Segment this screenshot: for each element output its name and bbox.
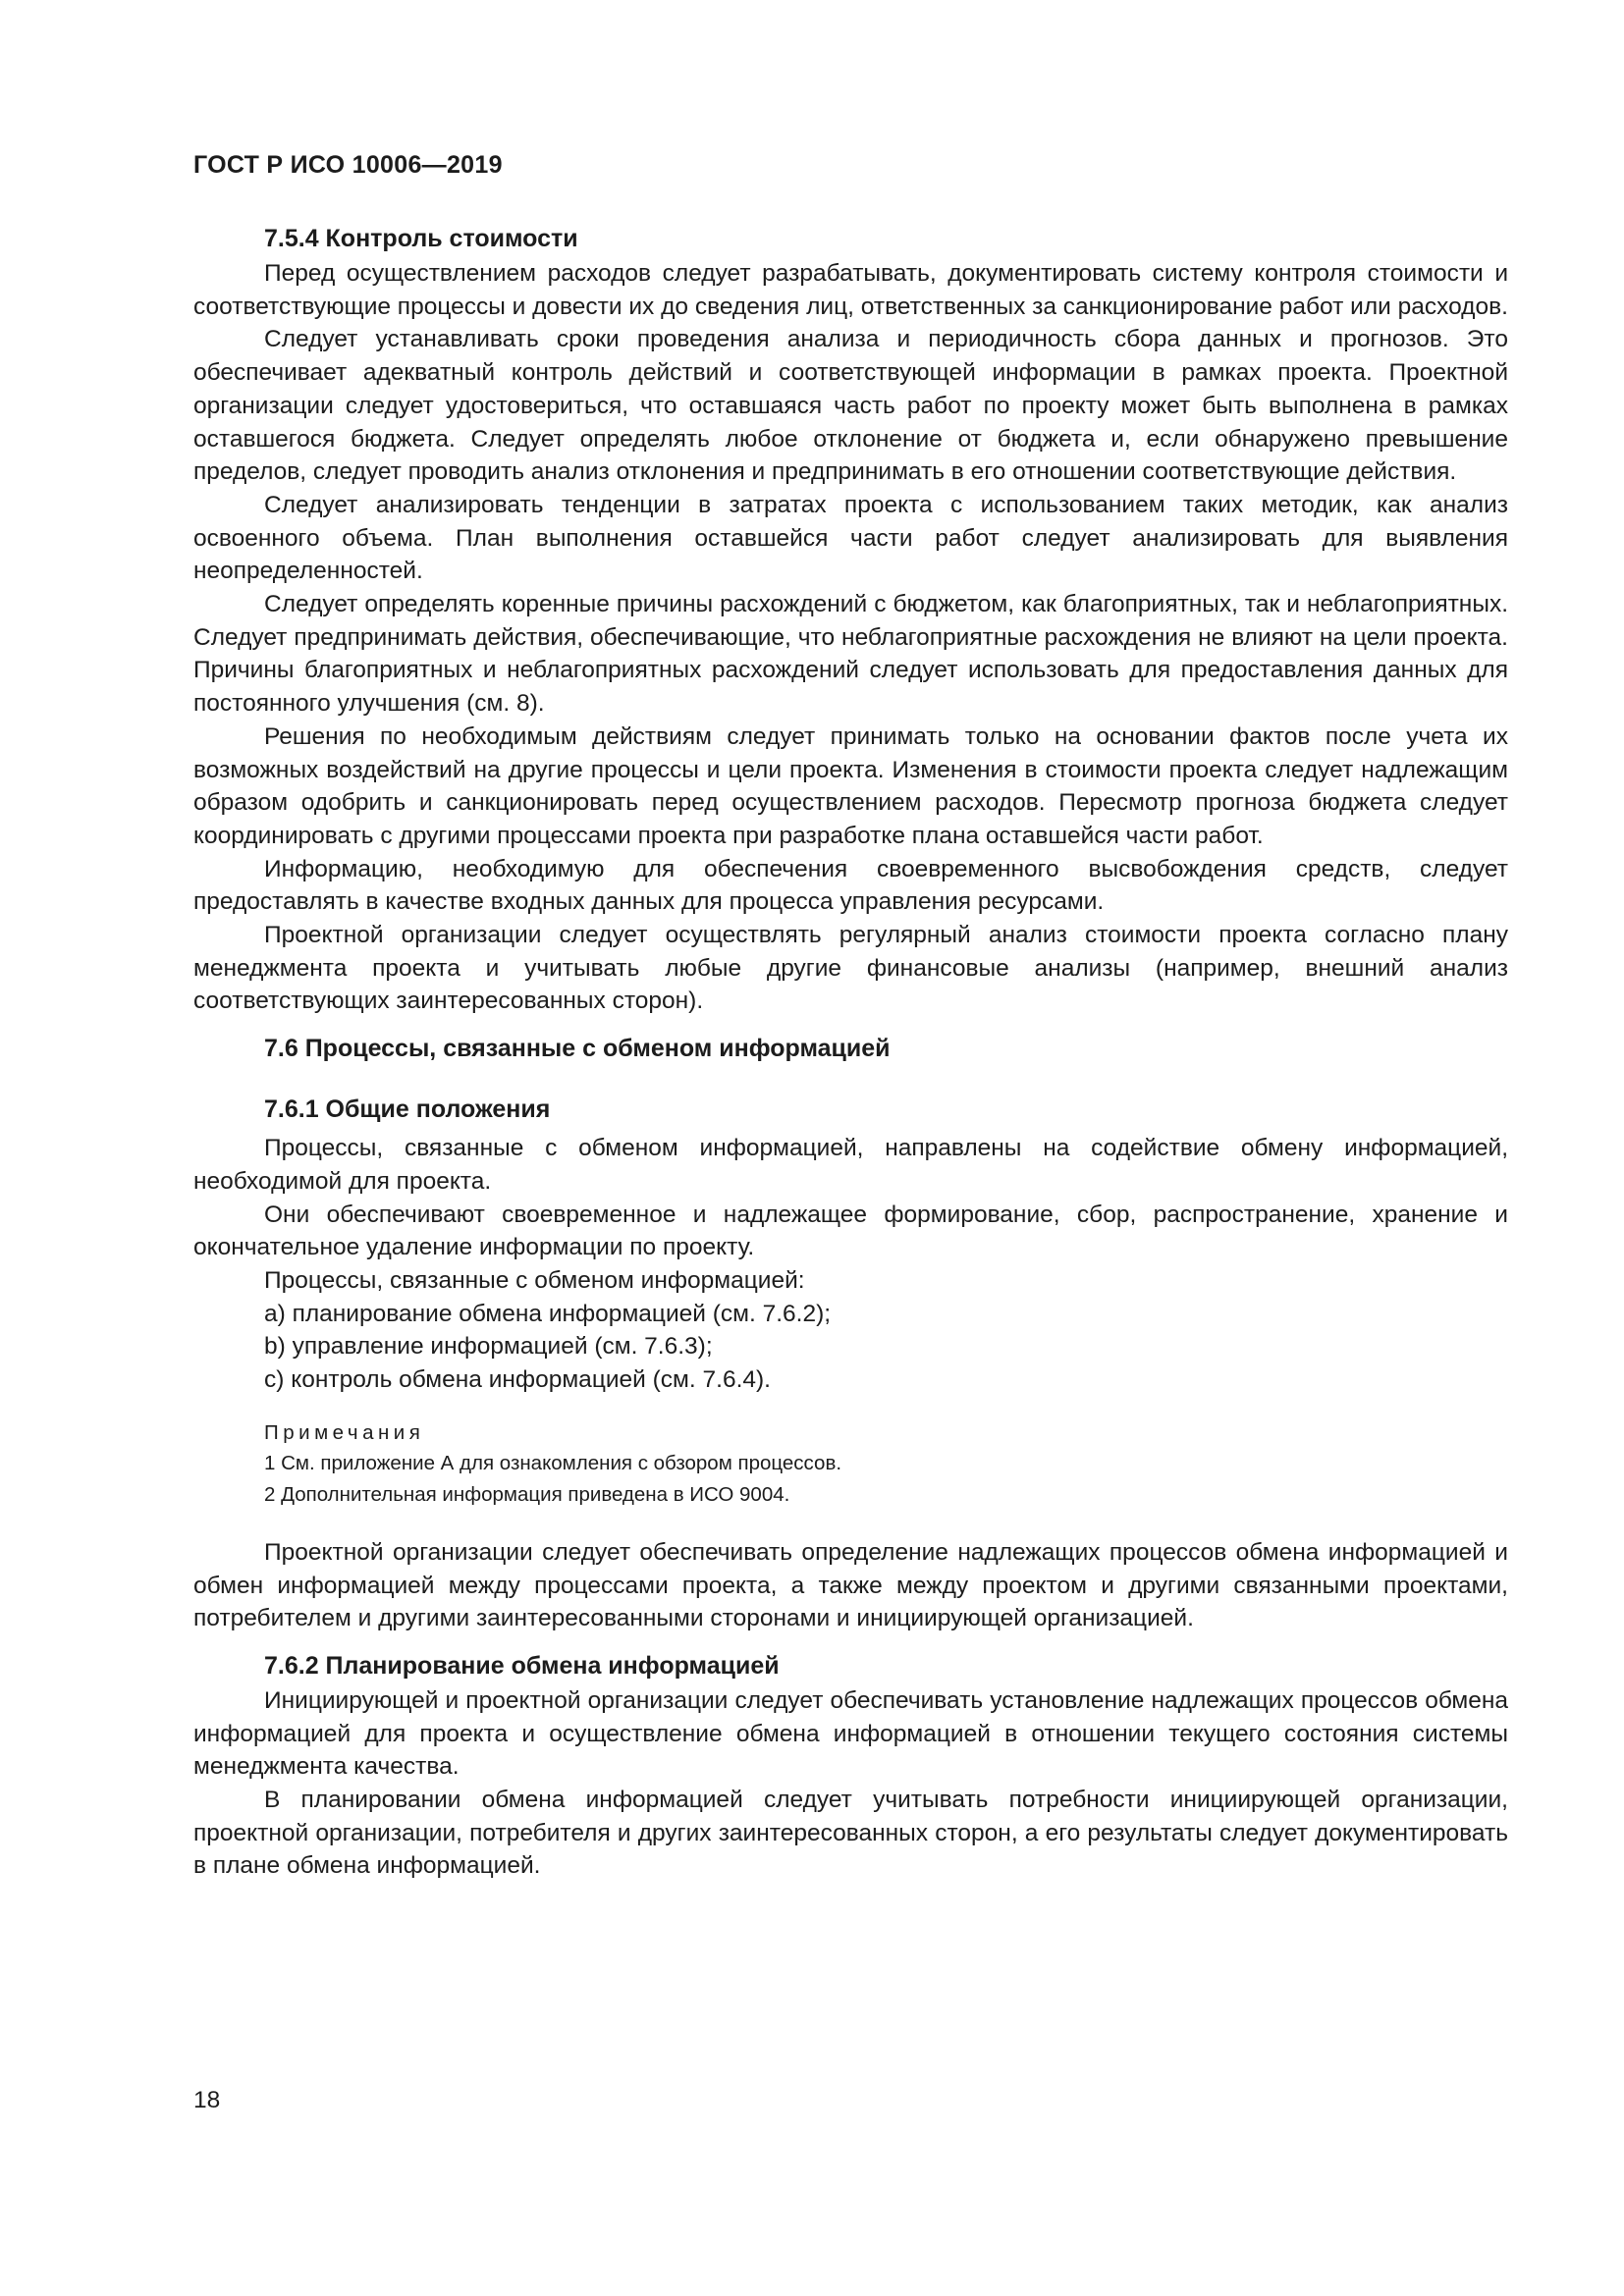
paragraph: Следует определять коренные причины расхождений с бюджетом, как благоприятных, так и неблагоприятных. Следует предпринимать действия, обеспечивающие, что неблагоприятные расхождения не влияют на цели проекта. Причины благоприятных и неблагоприятных расхождений следует использовать для предоставления данных для постоянного улучшения (см. 8). [193,591,1508,718]
paragraph: Перед осуществлением расходов следует разрабатывать, документировать систему контроля стоимости и соответствующие процессы и довести их до сведения лиц, ответственных за санкционирование работ или расходов. [193,260,1508,320]
note-item: 1 См. приложение А для ознакомления с обзором процессов. [264,1451,842,1474]
paragraph: Процессы, связанные с обменом информацией: [264,1266,805,1294]
list-item: b) управление информацией (см. 7.6.3); [264,1333,713,1361]
paragraph: Проектной организации следует обеспечивать определение надлежащих процессов обмена информацией и обмен информацией между процессами проекта, а также между проектом и другими связанными проектами, потребителем и другими заинтересованными сторонами и инициирующей организацией. [193,1538,1508,1632]
paragraph: Процессы, связанные с обменом информацией, направлены на содействие обмену информацией, необходимой для проекта. [193,1135,1508,1195]
section-heading-7-5-4: 7.5.4 Контроль стоимости [264,225,578,252]
list-item: a) планирование обмена информацией (см. 7.6.2); [264,1300,832,1327]
paragraph: Проектной организации следует осуществлять регулярный анализ стоимости проекта согласно плану менеджмента проекта и учитывать любые другие финансовые анализы (например, внешний анализ соответствующих заинтересованных сторон). [193,922,1508,1015]
paragraph: Они обеспечивают своевременное и надлежащее формирование, сбор, распространение, хранение и окончательное удаление информации по проекту. [193,1201,1508,1261]
note-item: 2 Дополнительная информация приведена в ИСО 9004. [264,1482,790,1506]
notes-caption: Примечания [264,1420,425,1444]
list-item: c) контроль обмена информацией (см. 7.6.4). [264,1366,771,1394]
section-heading-7-6-1: 7.6.1 Общие положения [264,1095,551,1124]
notes-block [193,1418,1508,1511]
section-heading-7-6-2: 7.6.2 Планирование обмена информацией [264,1651,780,1680]
paragraph: Инициирующей и проектной организации следует обеспечивать установление надлежащих процессов обмена информацией для проекта и осуществление обмена информацией в отношении текущего состояния системы менеджмента качества. [193,1686,1508,1781]
paragraph: Информацию, необходимую для обеспечения своевременного высвобождения средств, следует предоставлять в качестве входных данных для процесса управления ресурсами. [193,855,1508,916]
section-heading-7-6: 7.6 Процессы, связанные с обменом информацией [264,1035,891,1063]
page-number: 18 [193,2087,221,2113]
paragraph: В планировании обмена информацией следует учитывать потребности инициирующей организации, проектной организации, потребителя и других заинтересованных сторон, а его результаты следует документировать в плане обмена информацией. [193,1787,1508,1880]
standard-title: ГОСТ Р ИСО 10006—2019 [193,151,503,179]
page-content [193,222,1508,1883]
paragraph: Следует устанавливать сроки проведения анализа и периодичность сбора данных и прогнозов. Это обеспечивает адекватный контроль действий и соответствующей информации в рамках проекта. Проектной организации следует удостовериться, что оставшаяся часть работ по проекту может быть выполнена в рамках оставшегося бюджета. Следует определять любое отклонение от бюджета и, если обнаружено превышение пределов, следует проводить анализ отклонения и предпринимать в его отношении соответствующие действия. [193,326,1508,486]
paragraph: Следует анализировать тенденции в затратах проекта с использованием таких методик, как анализ освоенного объема. План выполнения оставшейся части работ следует анализировать для выявления неопределенностей. [193,491,1508,585]
paragraph: Решения по необходимым действиям следует принимать только на основании фактов после учета их возможных воздействий на другие процессы и цели проекта. Изменения в стоимости проекта следует надлежащим образом одобрить и санкционировать перед осуществлением расходов. Пересмотр прогноза бюджета следует координировать с другими процессами проекта при разработке плана оставшейся части работ. [193,722,1508,849]
